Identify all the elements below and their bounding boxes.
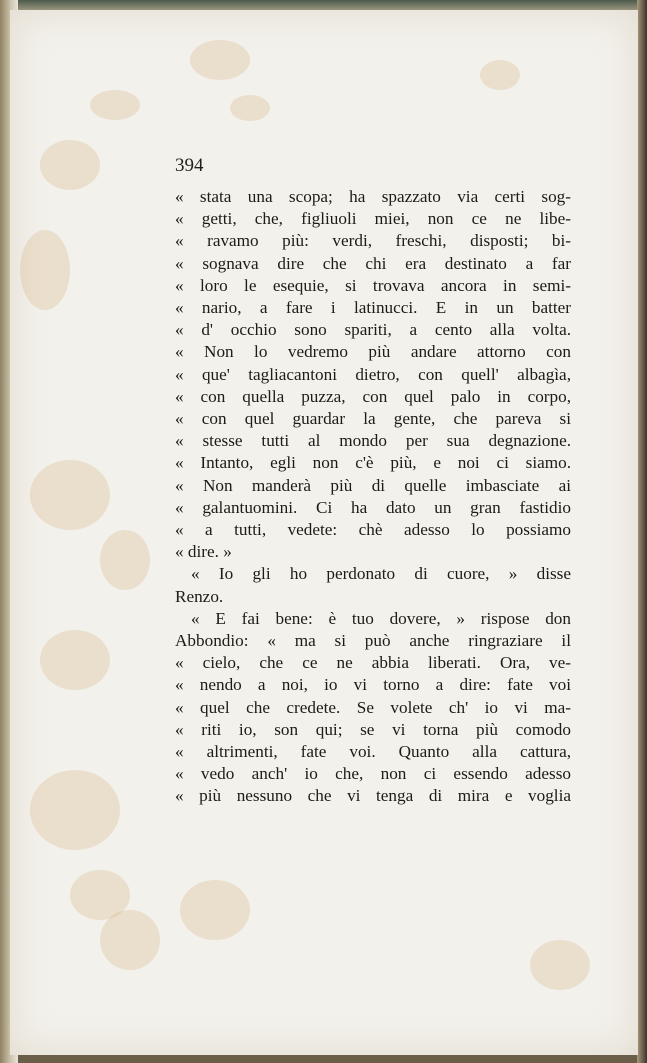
text-line: « stesse tutti al mondo per sua degnazione. [175,431,571,451]
foxing-stain [530,940,590,990]
text-line: « stata una scopa; ha spazzato via certi sog- [175,187,571,206]
text-line: « quel che credete. Se volete ch' io vi ma- [175,697,571,717]
foxing-stain [30,460,110,530]
text-line: « più nessuno che vi tenga di mira e voglia [175,786,571,806]
foxing-stain [40,630,110,690]
text-line: « E fai bene: è tuo dovere, » rispose don [191,608,571,628]
foxing-stain [90,90,140,120]
foxing-stain [180,880,250,940]
text-line: Abbondio: « ma si può anche ringraziare il [175,631,571,650]
text-line: « galantuomini. Ci ha dato un gran fastidio [175,497,571,517]
foxing-stain [40,140,100,190]
text-line: « Non lo vedremo più andare attorno con [175,342,571,362]
foxing-stain [100,910,160,970]
foxing-stain [230,95,270,121]
text-line: « dire. » [175,542,232,562]
text-line: « loro le esequie, si trovava ancora in semi- [175,275,571,295]
foxing-stain [20,230,70,310]
text-line: « nario, a fare i latinucci. E in un batter [175,298,571,317]
text-line: Renzo. [175,586,224,606]
foxing-stain [480,60,520,90]
text-line: « d' occhio sono spariti, a cento alla volta. [175,320,571,340]
text-line: « cielo, che ce ne abbia liberati. Ora, ve- [175,653,571,673]
text-line: « sognava dire che chi era destinato a far [175,253,571,273]
text-line: « con quella puzza, con quel palo in corpo, [175,386,571,406]
page-number: 394 [175,155,204,176]
book-right-edge [637,0,647,1063]
text-line: « vedo anch' io che, non ci essendo adesso [175,764,571,784]
text-line: « getti, che, figliuoli miei, non ce ne libe- [175,209,571,229]
text-line: « nendo a noi, io vi torno a dire: fate voi [175,675,571,695]
foxing-stain [30,770,120,850]
text-line: « con quel guardar la gente, che pareva si [175,409,571,428]
text-line: « que' tagliacantoni dietro, con quell' albagìa, [175,364,571,384]
text-line: « Io gli ho perdonato di cuore, » disse [191,564,571,584]
text-line: « altrimenti, fate voi. Quanto alla cattura, [175,742,571,761]
text-line: « Intanto, egli non c'è più, e noi ci siamo. [175,453,571,473]
foxing-stain [190,40,250,80]
text-line: « ravamo più: verdi, freschi, disposti; bi- [175,231,571,251]
text-line: « riti io, son qui; se vi torna più comodo [175,719,571,739]
text-line: « a tutti, vedete: chè adesso lo possiamo [175,520,571,539]
text-line: « Non manderà più di quelle imbasciate ai [175,475,571,495]
foxing-stain [100,530,150,590]
